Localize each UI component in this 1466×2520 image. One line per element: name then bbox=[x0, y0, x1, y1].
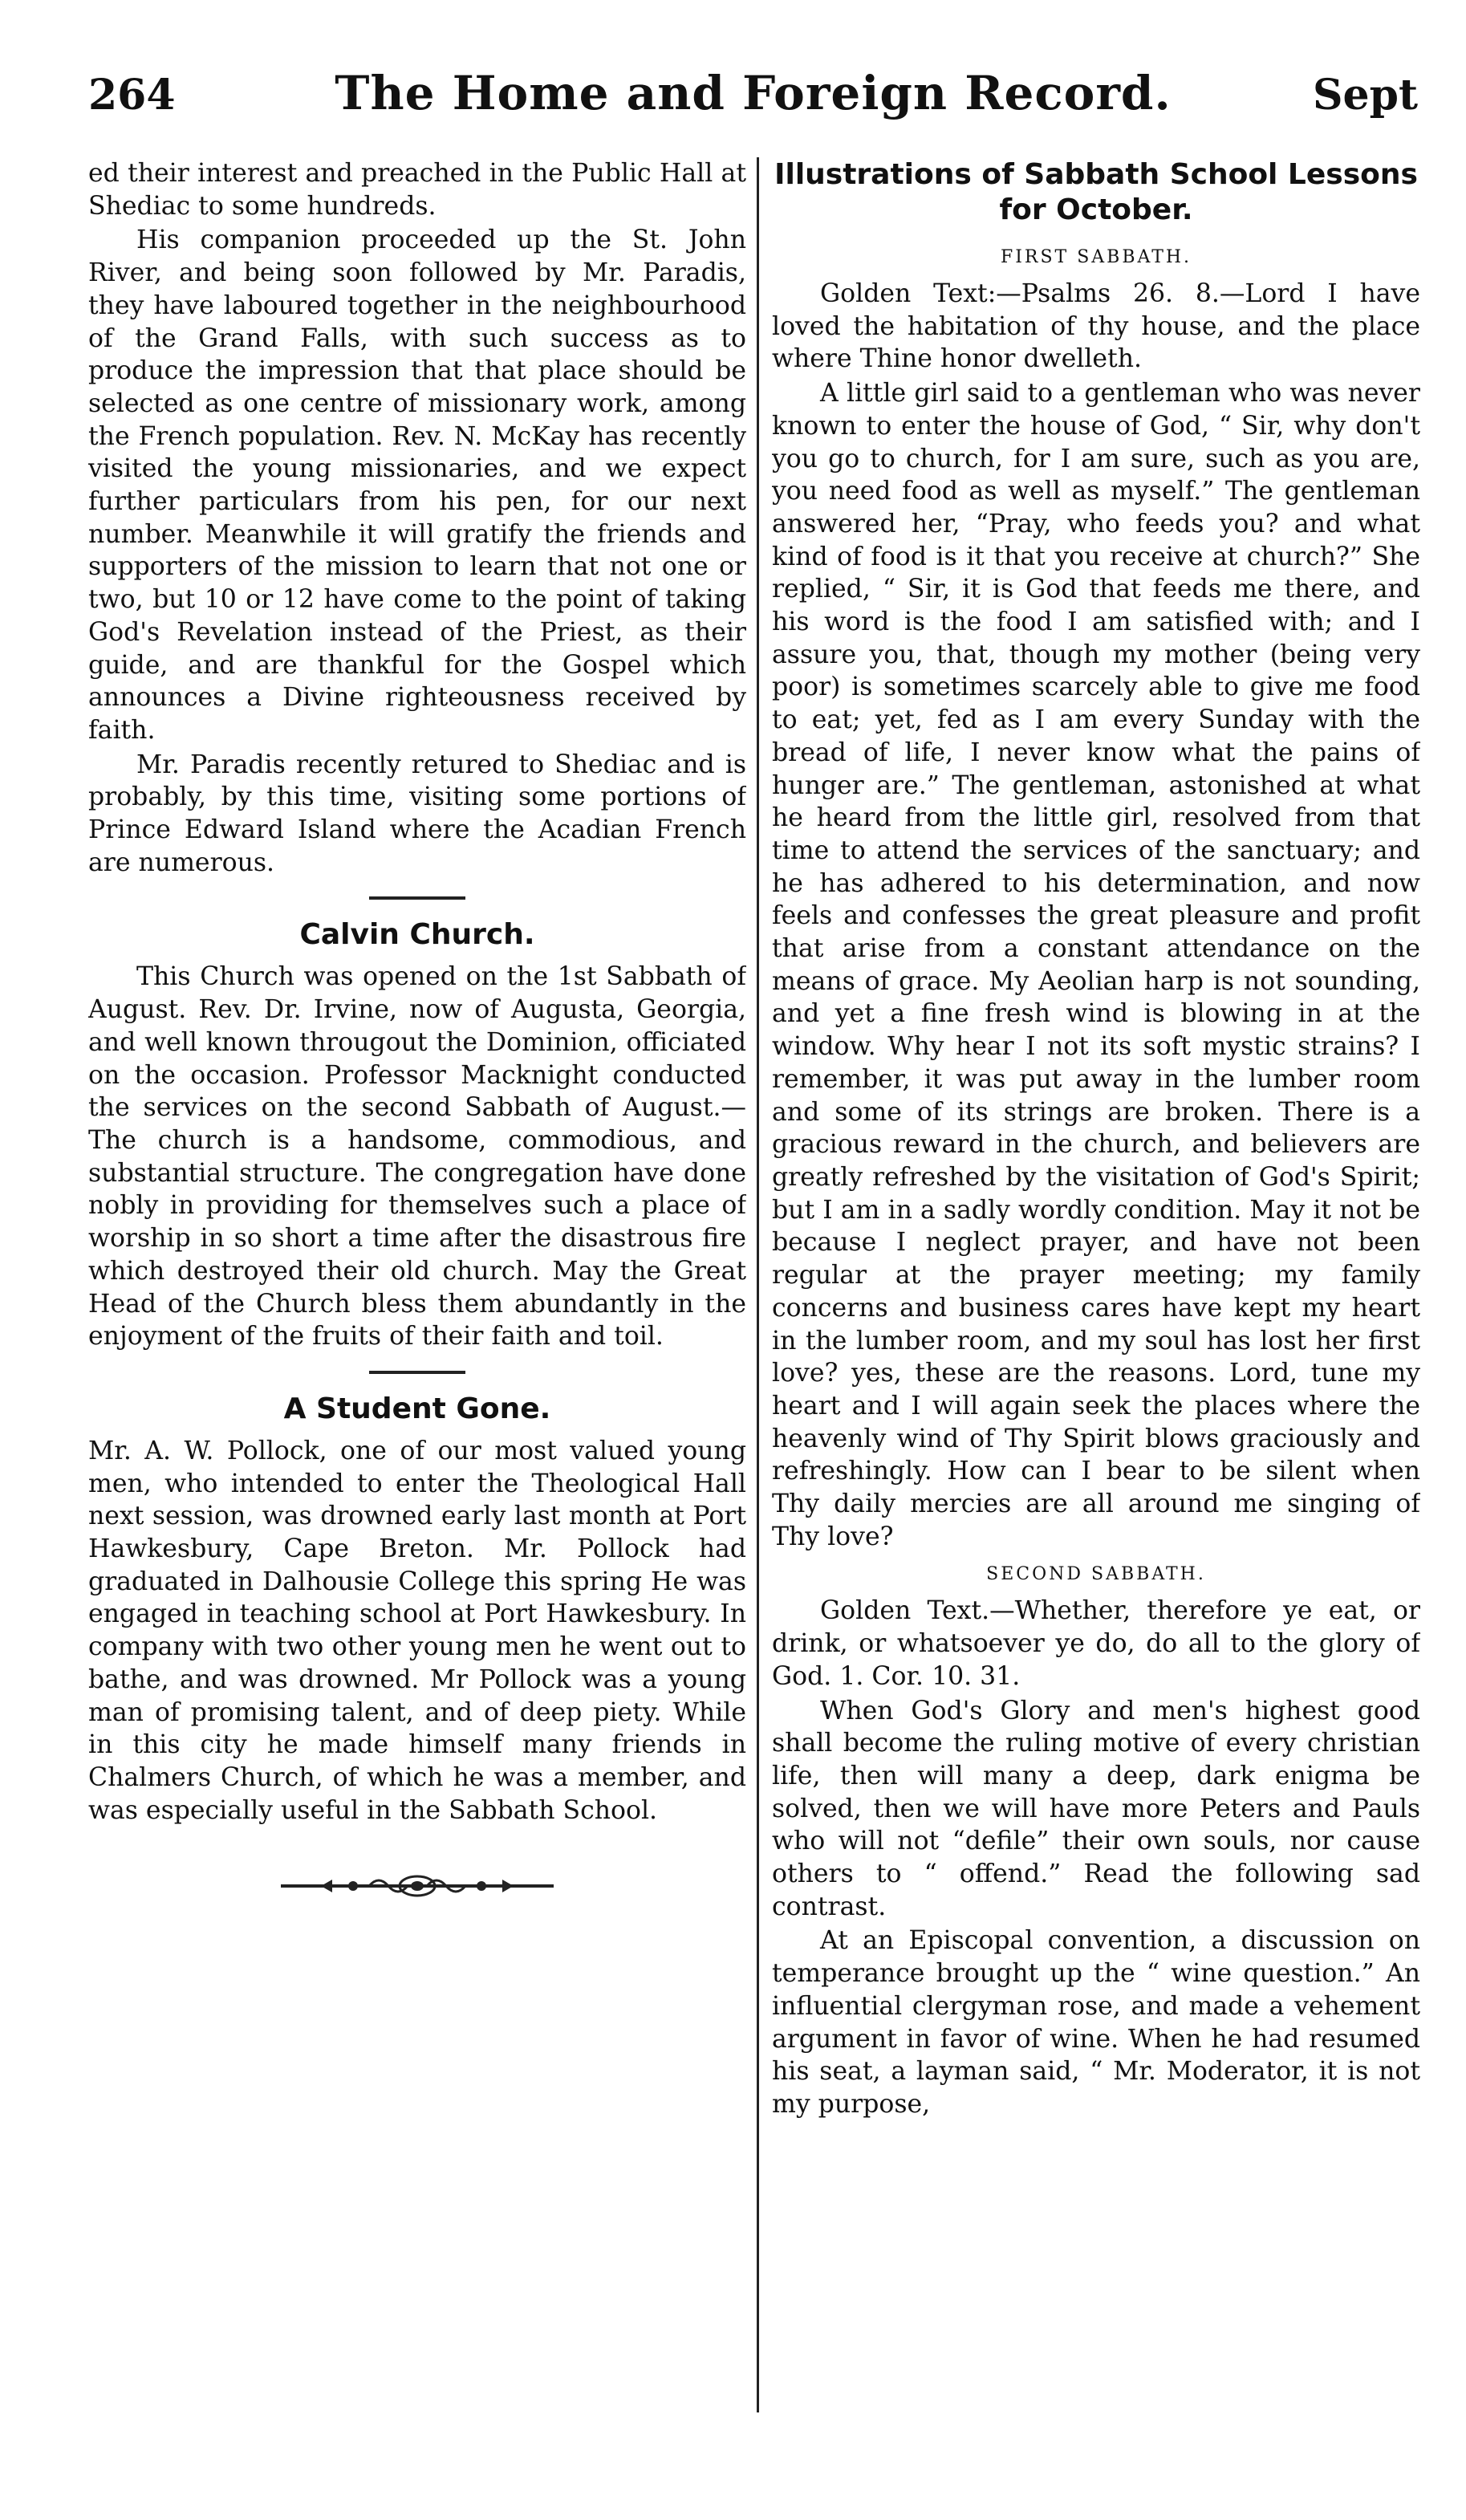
page-number: 264 bbox=[88, 71, 176, 120]
running-month: Sept bbox=[1312, 71, 1418, 120]
second-sabbath-label: SECOND SABBATH. bbox=[986, 1564, 1206, 1585]
calvin-church-body: This Church was opened on the 1st Sabbath of August. Rev. Dr. Irvine, now of Augusta, Georgia, and well known througout the Dominion, officiated on the occasion. Professor Macknight conducted the services on the second Sabbath of August.—The church is a handsome, commodious, and substantial structure. The congregation have done nobly in providing for themselves such a place of worship in so short a time after the disastrous fire which destroyed their old church. May the Great Head of the Church bless them abundantly in the enjoyment of the fruits of their faith and toil. bbox=[88, 962, 746, 1351]
first-golden-text: Golden Text:—Psalms 26. 8.—Lord I have loved the habitation of thy house, and the place where Thine honor dwelleth. bbox=[772, 279, 1420, 374]
lessons-heading: Illustrations of Sabbath School Lessons for October. bbox=[774, 158, 1418, 226]
second-golden-text: Golden Text.—Whether, therefore ye eat, or drink, or whatsoever ye do, do all to the glory of God. 1. Cor. 10. 31. bbox=[772, 1596, 1420, 1691]
section-rule bbox=[369, 896, 465, 900]
paragraph: His companion proceeded up the St. John River, and being soon followed by Mr. Paradis, they have laboured together in the neighbourhood of the Grand Falls, with such success as to produce the impression that that place should be selected as one centre of missionary work, among the French population. Rev. N. McKay has recently visited the young missionaries, and we expect further particulars from his pen, for our next number. Meanwhile it will gratify the friends and supporters of the mission to learn that not one or two, but 10 or 12 have come to the point of taking God's Revelation instead of the Priest, as their guide, and are thankful for the Gospel which announces a Divine righteousness received by faith. bbox=[88, 226, 746, 745]
calvin-church-heading: Calvin Church. bbox=[299, 918, 535, 952]
right-column bbox=[772, 157, 1420, 2464]
second-sabbath-body-continued: At an Episcopal convention, a discussion on temperance brought up the “ wine question.” An influential clergyman rose, and made a vehement argument in favor of wine. When he had resumed his seat, a layman said, “ Mr. Moderator, it is not my purpose, bbox=[772, 1926, 1420, 2119]
first-sabbath-body: A little girl said to a gentleman who was never known to enter the house of God, “ Sir, why don't you go to church, for I am sure, such as you are, you need food as well as myself.” The gentleman answered her, “Pray, who feeds you? and what kind of food is it that you receive at church?” She replied, “ Sir, it is God that feeds me there, and his word is the food I am satisfied with; and I assure you, that, though my mother (being very poor) is sometimes scarcely able to give me food to eat; yet, fed as I am every Sunday with the bread of life, I never know what the pains of hunger are.” The gentleman, astonished at what he heard from the little girl, resolved from that time to attend the services of the sanctuary; and he has adhered to his determination, and now feels and confesses the great pleasure and profit that arise from a constant attendance on the means of grace. My Aeolian harp is not sounding, and yet a fine fresh wind is blowing in at the window. Why hear I not its soft mystic strains? I remember, it was put away in the lumber room and some of its strings are broken. There is a gracious reward in the church, and believers are greatly refreshed by the visitation of God's Spirit; but I am in a sadly wordly condition. May it not be because I neglect prayer, and have not been regular at the prayer meeting; my family concerns and business cares have kept my heart in the lumber room, and my soul has lost her first love? yes, these are the reasons. Lord, tune my heart and I will again seek the places where the heavenly wind of Thy Spirit blows graciously and refreshingly. How can I bear to be silent when Thy daily mercies are all around me singing of Thy love? bbox=[772, 379, 1420, 1551]
student-gone-body: Mr. A. W. Pollock, one of our most valued young men, who intended to enter the Theological Hall next session, was drowned early last month at Port Hawkesbury, Cape Breton. Mr. Pollock had graduated in Dalhousie College this spring He was engaged in teaching school at Port Hawkesbury. In company with two other young men he went out to bathe, and was drowned. Mr Pollock was a young man of promising talent, and of deep piety. While in this city he made himself many friends in Chalmers Church, of which he was a member, and was especially useful in the Sabbath School. bbox=[88, 1436, 746, 1825]
first-sabbath-label: FIRST SABBATH. bbox=[1000, 247, 1192, 267]
student-gone-heading: A Student Gone. bbox=[283, 1392, 551, 1425]
left-column bbox=[88, 157, 746, 2464]
second-sabbath-body: When God's Glory and men's highest good shall become the ruling motive of every christian life, then will many a deep, dark enigma be solved, then we will have more Peters and Pauls who will not “defile” their own souls, nor cause others to “ offend.” Read the following sad contrast. bbox=[772, 1696, 1420, 1921]
journal-title: The Home and Foreign Record. bbox=[335, 66, 1172, 120]
paragraph: ed their interest and preached in the Public Hall at Shediac to some hundreds. bbox=[88, 159, 746, 221]
running-header bbox=[88, 66, 1418, 138]
section-rule bbox=[369, 1371, 465, 1374]
ornament-divider bbox=[273, 1870, 562, 1902]
paragraph: Mr. Paradis recently retured to Shediac and is probably, by this time, visiting some portions of Prince Edward Island where the Acadian French are numerous. bbox=[88, 750, 746, 877]
column-divider bbox=[757, 157, 759, 2412]
